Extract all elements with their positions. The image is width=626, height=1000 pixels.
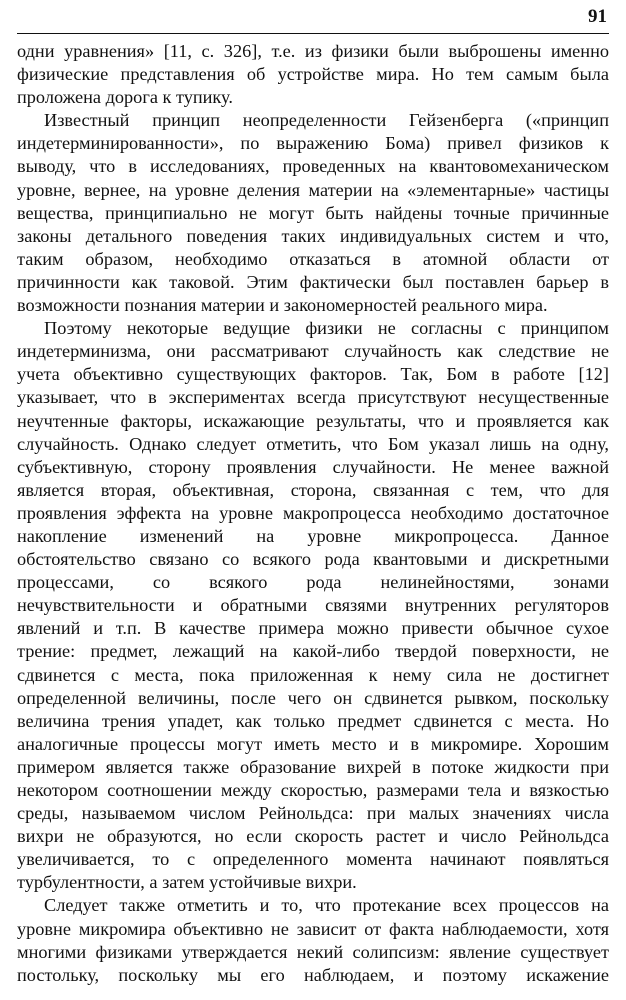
text-line: указывает, что в экспериментах всегда присутствуют несущественные bbox=[17, 387, 609, 408]
text-line: накопление изменений на уровне микропроцесса. Данное bbox=[17, 525, 609, 546]
text-line: физические представления об устройстве мира. Но тем самым была bbox=[17, 64, 609, 85]
text-line: выводу, что в исследованиях, проведенных на квантовомеханическом bbox=[17, 156, 609, 177]
text-line: Следует также отметить и то, что протекание всех процессов на bbox=[44, 895, 609, 916]
text-line: постольку, поскольку мы его наблюдаем, и поэтому искажение bbox=[17, 964, 609, 985]
text-line: явлений и т.п. В качестве примера можно привести обычное сухое bbox=[17, 618, 609, 639]
document-page bbox=[17, 0, 609, 1000]
paragraph bbox=[17, 894, 609, 986]
text-line: вещества, принципиально не могут быть найдены точные причинные bbox=[17, 202, 609, 223]
page-number: 91 bbox=[588, 6, 607, 27]
text-line: трение: предмет, лежащий на какой-либо твердой поверхности, не bbox=[17, 641, 609, 662]
text-line: субъективную, сторону проявления случайности. Не менее важной bbox=[17, 456, 609, 477]
text-line: уровне микромира объективно не зависит от факта наблюдаемости, хотя bbox=[17, 918, 609, 939]
text-line: неучтенные факторы, искажающие результаты, что и проявляется как bbox=[17, 410, 609, 431]
text-line: Поэтому некоторые ведущие физики не согласны с принципом bbox=[44, 318, 609, 339]
text-line: турбулентности, а затем устойчивые вихри. bbox=[17, 872, 357, 893]
text-line: индетерминированности», по выражению Бома) привел физиков к bbox=[17, 133, 609, 154]
body-text bbox=[17, 40, 609, 987]
text-line: таким образом, необходимо отказаться в атомной области от bbox=[17, 248, 609, 269]
text-line: процессами, со всякого рода нелинейностями, зонами bbox=[17, 572, 609, 593]
text-line: уровне, вернее, на уровне деления материи на «элементарные» частицы bbox=[17, 179, 609, 200]
text-line: сдвинется с места, пока приложенная к нему сила не достигнет bbox=[17, 664, 609, 685]
text-line: причинности как таковой. Этим фактически был поставлен барьер в bbox=[17, 271, 609, 292]
paragraph bbox=[17, 109, 609, 317]
text-line: проявления эффекта на уровне макропроцесса необходимо достаточное bbox=[17, 502, 609, 523]
text-line: многими физиками утверждается некий солипсизм: явление существует bbox=[17, 941, 609, 962]
text-line: возможности познания материи и закономерностей реального мира. bbox=[17, 295, 548, 316]
text-line: законы детального поведения таких индивидуальных систем и что, bbox=[17, 225, 609, 246]
paragraph bbox=[17, 40, 609, 109]
paragraph bbox=[17, 317, 609, 894]
text-line: увеличивается, то с определенного момента начинают появляться bbox=[17, 849, 609, 870]
text-line: является вторая, объективная, сторона, связанная с тем, что для bbox=[17, 479, 609, 500]
header-rule bbox=[17, 33, 609, 34]
text-line: вихри не образуются, но если скорость растет и число Рейнольдса bbox=[17, 826, 609, 847]
text-line: случайность. Однако следует отметить, что Бом указал лишь на одну, bbox=[17, 433, 609, 454]
text-line: проложена дорога к тупику. bbox=[17, 87, 233, 108]
text-line: нечувствительности и обратными связями внутренних регуляторов bbox=[17, 595, 609, 616]
text-line: среды, называемом числом Рейнольдса: при малых значениях числа bbox=[17, 803, 609, 824]
text-line: величина трения упадет, как только предмет сдвинется с места. Но bbox=[17, 710, 609, 731]
text-line: обстоятельство связано со всякого рода квантовыми и дискретными bbox=[17, 549, 609, 570]
text-line: одни уравнения» [11, с. 326], т.е. из физики были выброшены именно bbox=[17, 41, 609, 61]
text-line: примером является также образование вихрей в потоке жидкости при bbox=[17, 756, 609, 777]
text-line: некотором соотношении между скоростью, размерами тела и вязкостью bbox=[17, 780, 609, 800]
text-line: определенной величины, после чего он сдвинется рывком, поскольку bbox=[17, 687, 609, 708]
text-line: индетерминизма, они рассматривают случайность как следствие не bbox=[17, 341, 609, 362]
text-line: учета объективно существующих факторов. Так, Бом в работе [12] bbox=[17, 364, 609, 385]
text-line: аналогичные процессы могут иметь место и в микромире. Хорошим bbox=[17, 733, 609, 754]
text-line: Известный принцип неопределенности Гейзенберга («принцип bbox=[44, 110, 609, 131]
